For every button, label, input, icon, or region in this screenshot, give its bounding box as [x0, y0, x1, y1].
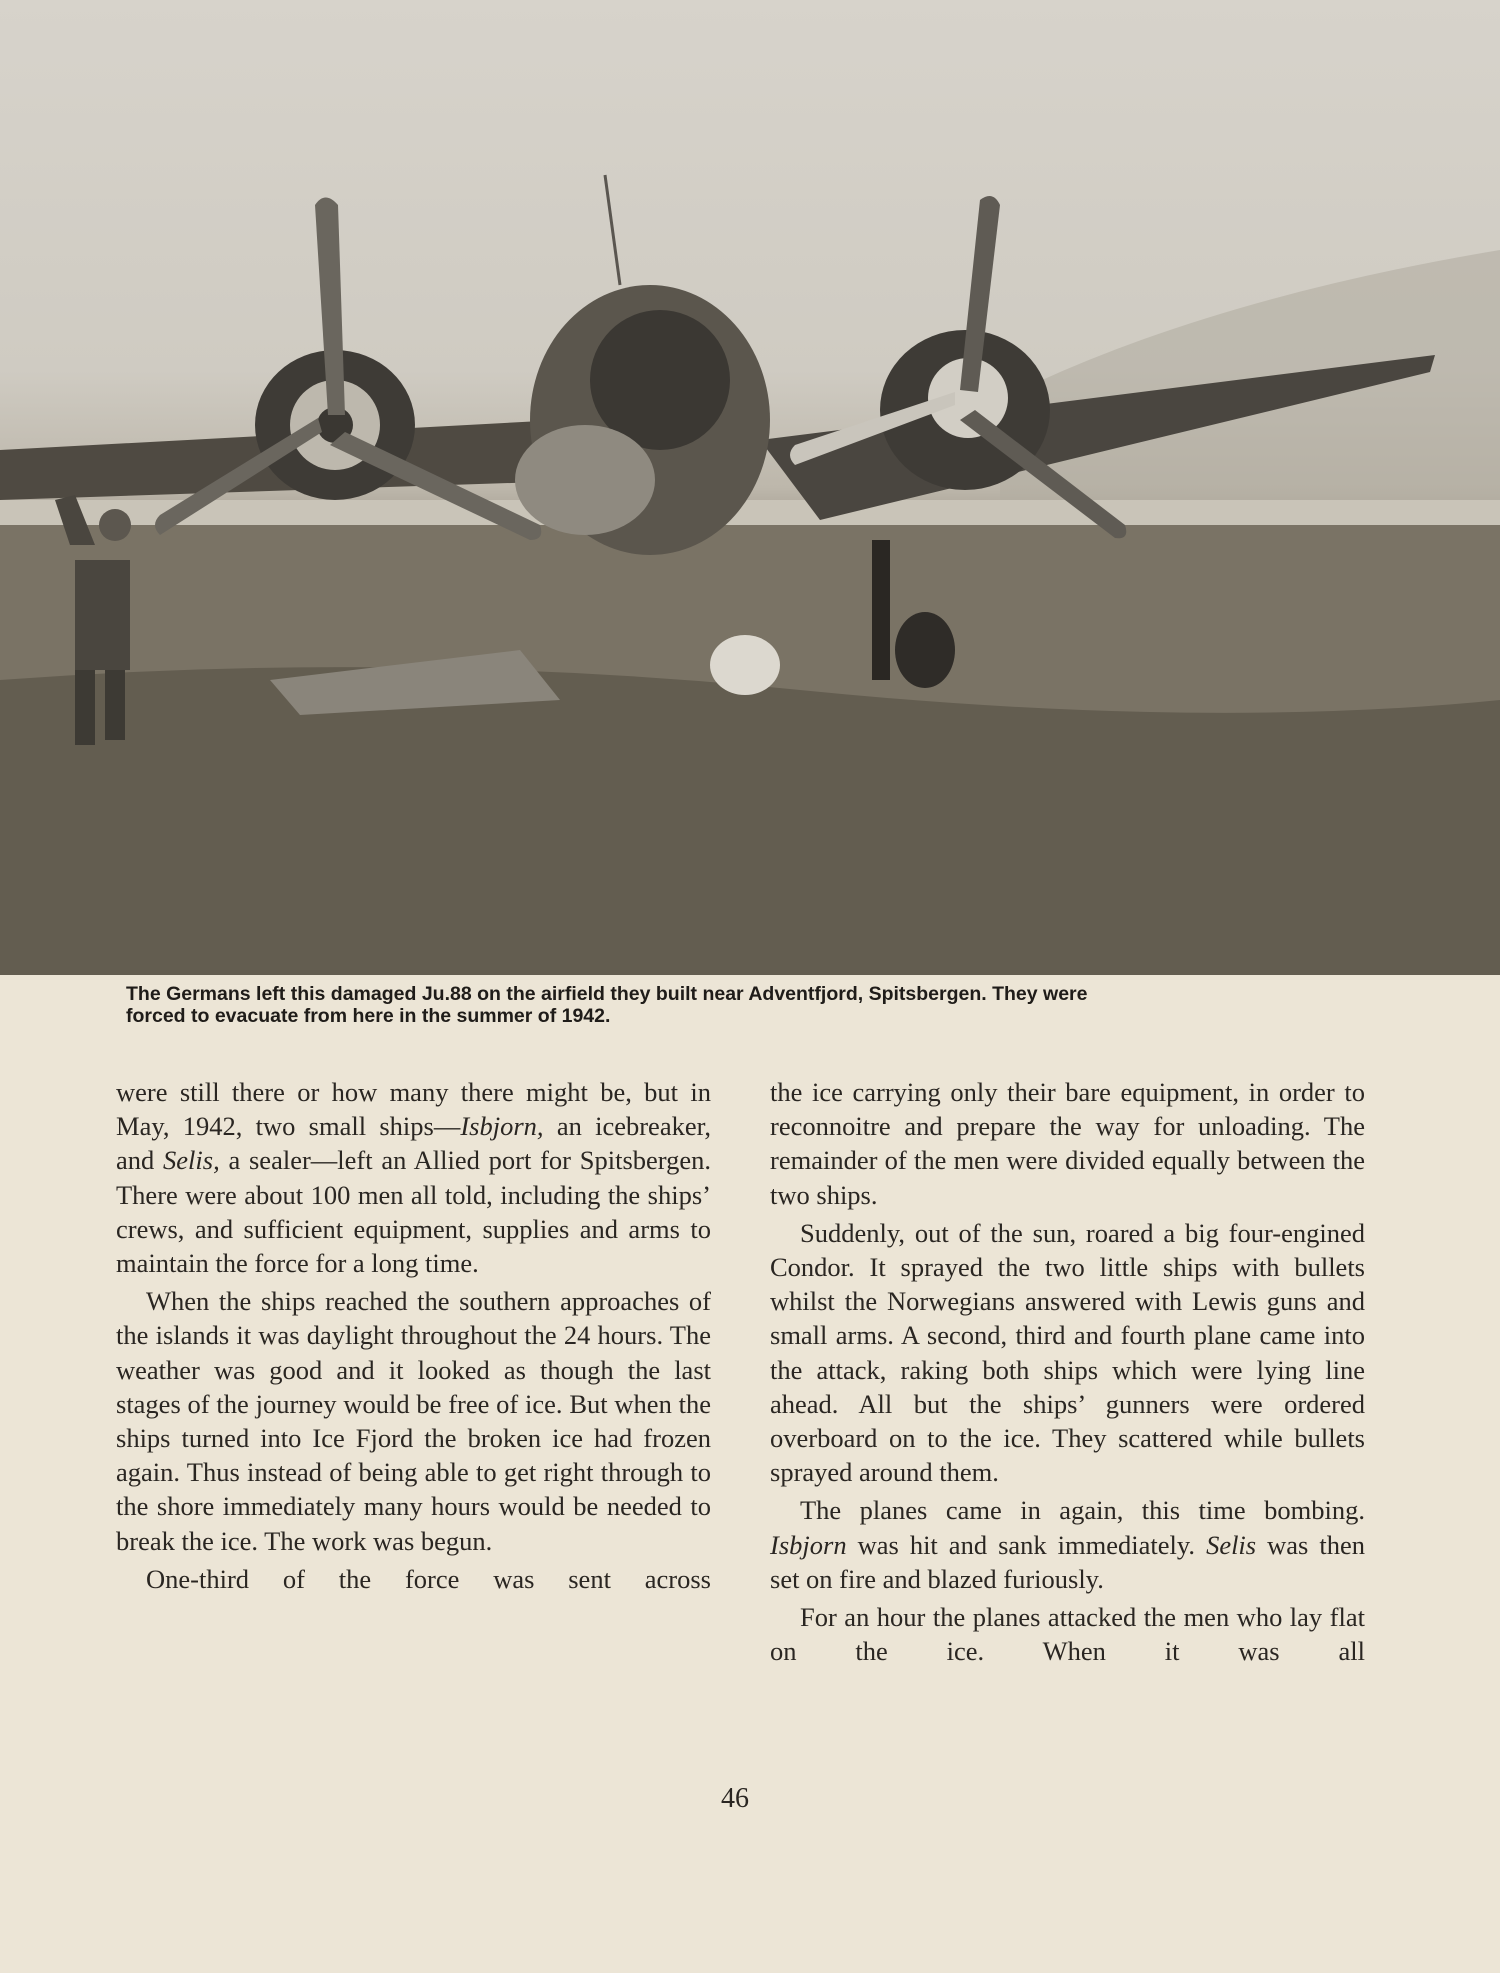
aircraft-photo [0, 0, 1500, 975]
text-run: The planes came in again, this time bombing. [800, 1495, 1365, 1526]
ship-name: Selis [1206, 1529, 1257, 1560]
caption-line-1: The Germans left this damaged Ju.88 on the airfield they built near Adventfjord, Spitsbergen. They were [126, 983, 1088, 1005]
photo-caption [126, 983, 1376, 1027]
text-run: a sealer—left an Allied port for Spitsbergen. There were about 100 men all told, including the ships’ crews, and sufficient equipment, supplies and arms to maintain the force for a long time. [116, 1145, 711, 1279]
text-run: were still there or how many there might be, but in May, 1942, two small ships— [116, 1077, 711, 1142]
paragraph [770, 1493, 1365, 1596]
ship-name: Isbjorn [770, 1529, 847, 1560]
paragraph: the ice carrying only their bare equipment, in order to reconnoitre and prepare the way for unloading. The remainder of the men were divided equally between the two ships. [770, 1077, 1365, 1210]
paragraph: Suddenly, out of the sun, roared a big four-engined Condor. It sprayed the two little ships with bullets whilst the Norwegians answered with Lewis guns and small arms. A second, third and fourth plane came into the attack, raking both ships which were lying line ahead. All but the ships’ gunners were ordered overboard on to the ice. They scattered while bullets sprayed around them. [770, 1217, 1365, 1488]
page-number: 46 [721, 1783, 749, 1814]
paragraph: When the ships reached the southern approaches of the islands it was daylight throughout the 24 hours. The weather was good and it looked as though the last stages of the journey would be free of ice. But when the ships turned into Ice Fjord the broken ice had frozen again. Thus instead of being able to get right through to the shore immediately many hours would be needed to break the ice. The work was begun. [116, 1286, 711, 1556]
ship-name: Selis, [163, 1145, 220, 1176]
text-run: was hit and sank immediately. [846, 1529, 1207, 1560]
aircraft-photo-drawing [0, 0, 1500, 975]
right-text-column [770, 1075, 1365, 1668]
text-run: was then set on fire and blazed furiously. [770, 1529, 1365, 1594]
paragraph: One-third of the force was sent across [146, 1563, 711, 1594]
ship-name: Isbjorn, [460, 1111, 544, 1142]
text-run: an icebreaker, and [116, 1111, 711, 1176]
left-text-column [116, 1075, 711, 1596]
caption-line-2: forced to evacuate from here in the summer of 1942. [126, 1005, 611, 1027]
paragraph [116, 1075, 711, 1280]
paragraph: For an hour the planes attacked the men who lay flat on the ice. When it was all [770, 1602, 1365, 1667]
